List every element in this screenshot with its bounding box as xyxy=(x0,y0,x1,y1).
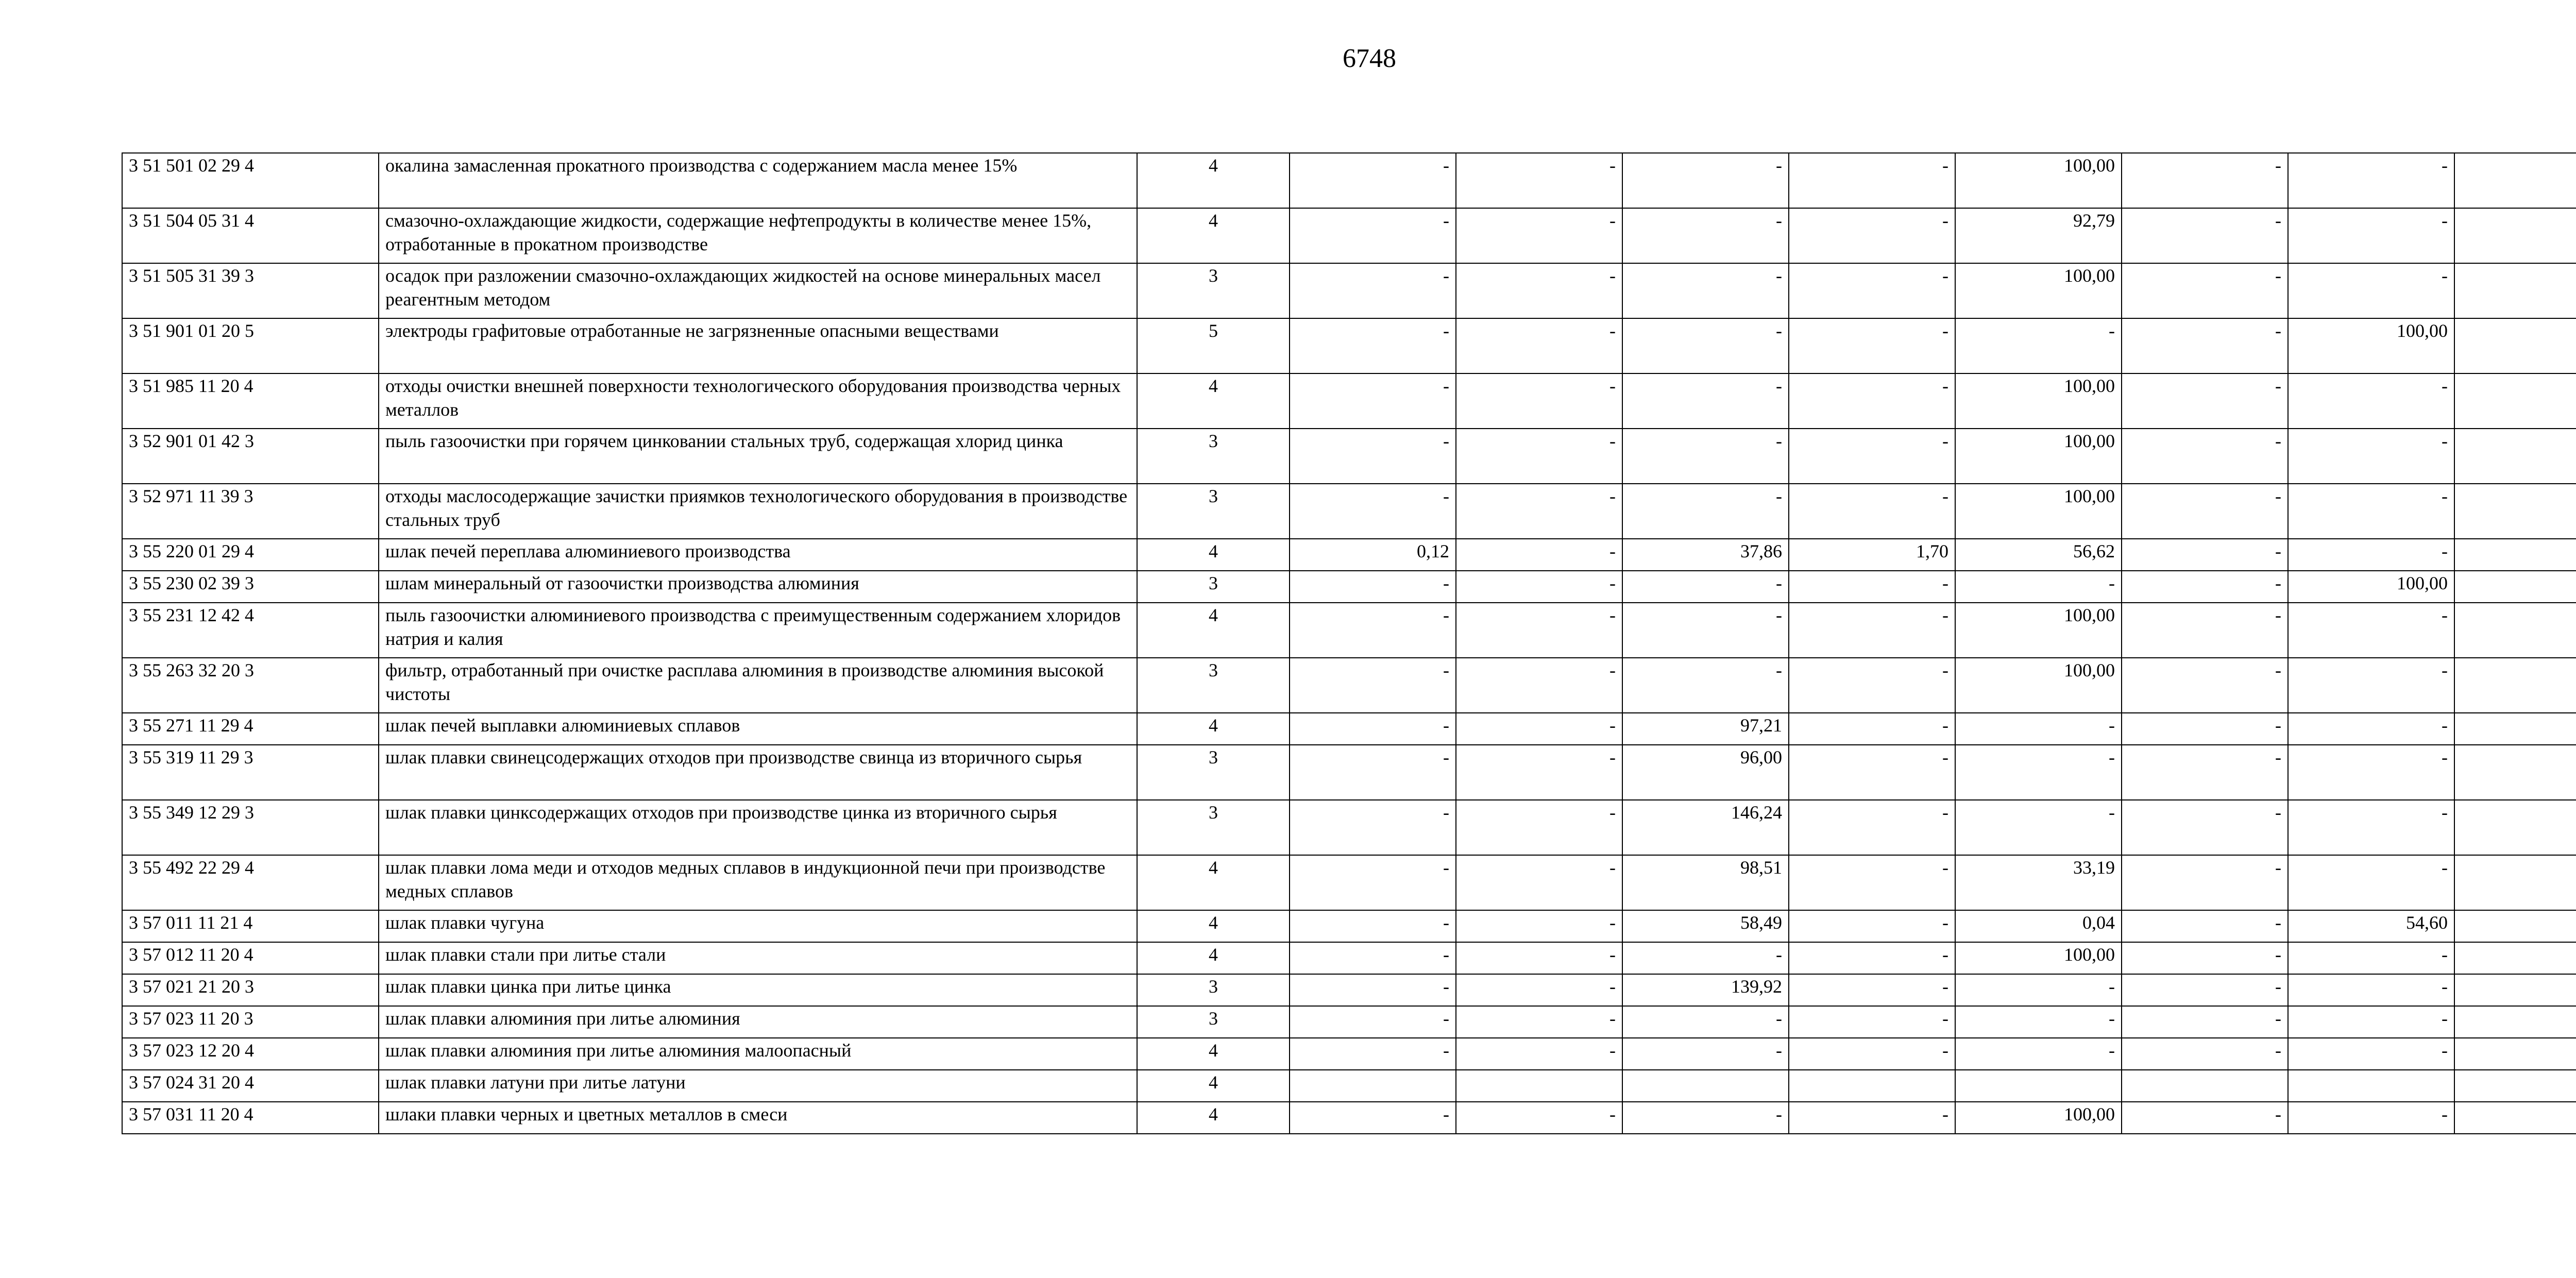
value-cell: - xyxy=(1290,373,1456,429)
value-cell: - xyxy=(1290,745,1456,800)
waste-name-cell: шлак печей переплава алюминиевого производства xyxy=(379,539,1137,571)
waste-name-cell: пыль газоочистки алюминиевого производства с преимущественным содержанием хлоридов натрия и калия xyxy=(379,603,1137,658)
value-cell: - xyxy=(2122,942,2288,974)
value-cell: - xyxy=(1290,1102,1456,1134)
waste-name-cell: шлак плавки алюминия при литье алюминия малоопасный xyxy=(379,1038,1137,1070)
value-cell: - xyxy=(1290,910,1456,942)
value-cell xyxy=(2454,373,2576,429)
value-cell: - xyxy=(1789,942,1955,974)
value-cell: - xyxy=(1622,263,1789,318)
value-cell: - xyxy=(1290,603,1456,658)
table-row xyxy=(122,208,2576,263)
waste-name-cell: отходы очистки внешней поверхности технологического оборудования производства черных металлов xyxy=(379,373,1137,429)
hazard-class-cell: 3 xyxy=(1137,484,1290,539)
value-cell xyxy=(2454,974,2576,1006)
value-cell: - xyxy=(1789,1006,1955,1038)
value-cell: 1,70 xyxy=(1789,539,1955,571)
value-cell: - xyxy=(1290,318,1456,373)
value-cell xyxy=(2454,153,2576,208)
value-cell: - xyxy=(1622,373,1789,429)
hazard-class-cell: 4 xyxy=(1137,713,1290,745)
value-cell: - xyxy=(1456,658,1622,713)
value-cell xyxy=(2454,1038,2576,1070)
waste-code-cell: 3 57 023 11 20 3 xyxy=(122,1006,379,1038)
table-row xyxy=(122,713,2576,745)
value-cell: - xyxy=(2122,658,2288,713)
value-cell xyxy=(2454,208,2576,263)
value-cell xyxy=(2454,800,2576,855)
waste-name-cell: электроды графитовые отработанные не загрязненные опасными веществами xyxy=(379,318,1137,373)
waste-code-cell: 3 51 505 31 39 3 xyxy=(122,263,379,318)
value-cell xyxy=(2454,484,2576,539)
value-cell: - xyxy=(1955,318,2122,373)
table-row xyxy=(122,153,2576,208)
hazard-class-cell: 3 xyxy=(1137,429,1290,484)
value-cell: 58,49 xyxy=(1622,910,1789,942)
waste-name-cell: смазочно-охлаждающие жидкости, содержащие нефтепродукты в количестве менее 15%, отработанные в прокатном производстве xyxy=(379,208,1137,263)
value-cell: 98,51 xyxy=(1622,855,1789,910)
value-cell: - xyxy=(1955,713,2122,745)
value-cell xyxy=(2288,1070,2454,1102)
waste-name-cell: шлак плавки свинецсодержащих отходов при производстве свинца из вторичного сырья xyxy=(379,745,1137,800)
waste-code-cell: 3 55 271 11 29 4 xyxy=(122,713,379,745)
table-row xyxy=(122,318,2576,373)
value-cell: - xyxy=(1622,1006,1789,1038)
value-cell: 100,00 xyxy=(1955,603,2122,658)
value-cell: - xyxy=(1290,571,1456,603)
value-cell: - xyxy=(1955,1006,2122,1038)
value-cell: - xyxy=(1789,1102,1955,1134)
value-cell: - xyxy=(1290,713,1456,745)
value-cell xyxy=(2454,1102,2576,1134)
value-cell xyxy=(1955,1070,2122,1102)
value-cell: 37,86 xyxy=(1622,539,1789,571)
value-cell: - xyxy=(1622,658,1789,713)
value-cell: - xyxy=(1290,974,1456,1006)
waste-code-cell: 3 52 901 01 42 3 xyxy=(122,429,379,484)
value-cell: - xyxy=(1622,1038,1789,1070)
value-cell xyxy=(2454,539,2576,571)
waste-name-cell: шлак плавки стали при литье стали xyxy=(379,942,1137,974)
value-cell: - xyxy=(1290,658,1456,713)
value-cell: - xyxy=(1789,153,1955,208)
value-cell: - xyxy=(1955,974,2122,1006)
value-cell: - xyxy=(1789,429,1955,484)
value-cell: - xyxy=(1622,484,1789,539)
waste-name-cell: шлак плавки цинксодержащих отходов при производстве цинка из вторичного сырья xyxy=(379,800,1137,855)
value-cell: - xyxy=(2122,855,2288,910)
value-cell xyxy=(2454,318,2576,373)
waste-code-cell: 3 57 023 12 20 4 xyxy=(122,1038,379,1070)
value-cell xyxy=(2454,942,2576,974)
value-cell: 96,00 xyxy=(1622,745,1789,800)
hazard-class-cell: 4 xyxy=(1137,153,1290,208)
value-cell: 54,60 xyxy=(2288,910,2454,942)
value-cell: - xyxy=(2288,745,2454,800)
value-cell: - xyxy=(1456,208,1622,263)
value-cell: - xyxy=(2122,571,2288,603)
value-cell: - xyxy=(2288,800,2454,855)
waste-name-cell: шлак плавки латуни при литье латуни xyxy=(379,1070,1137,1102)
hazard-class-cell: 5 xyxy=(1137,318,1290,373)
value-cell xyxy=(2454,1070,2576,1102)
value-cell: 100,00 xyxy=(1955,373,2122,429)
value-cell: 100,00 xyxy=(1955,484,2122,539)
table-row xyxy=(122,603,2576,658)
value-cell: - xyxy=(1290,1006,1456,1038)
waste-code-cell: 3 55 230 02 39 3 xyxy=(122,571,379,603)
value-cell: - xyxy=(1290,484,1456,539)
value-cell: - xyxy=(2288,429,2454,484)
hazard-class-cell: 4 xyxy=(1137,1038,1290,1070)
value-cell: - xyxy=(2122,318,2288,373)
value-cell: 0,04 xyxy=(1955,910,2122,942)
waste-code-cell: 3 57 031 11 20 4 xyxy=(122,1102,379,1134)
value-cell: - xyxy=(2288,1006,2454,1038)
waste-name-cell: отходы маслосодержащие зачистки приямков технологического оборудования в производстве стальных труб xyxy=(379,484,1137,539)
value-cell xyxy=(2454,658,2576,713)
value-cell: - xyxy=(1789,713,1955,745)
value-cell: - xyxy=(1622,603,1789,658)
value-cell: - xyxy=(1290,429,1456,484)
waste-code-cell: 3 51 501 02 29 4 xyxy=(122,153,379,208)
value-cell: - xyxy=(2288,373,2454,429)
value-cell: 100,00 xyxy=(1955,153,2122,208)
value-cell: - xyxy=(1456,484,1622,539)
hazard-class-cell: 4 xyxy=(1137,910,1290,942)
value-cell: 100,00 xyxy=(1955,1102,2122,1134)
waste-name-cell: фильтр, отработанный при очистке расплава алюминия в производстве алюминия высокой чистоты xyxy=(379,658,1137,713)
value-cell: - xyxy=(2122,1006,2288,1038)
value-cell xyxy=(2454,745,2576,800)
page-number: 6748 xyxy=(1343,44,1396,73)
value-cell: - xyxy=(1622,942,1789,974)
hazard-class-cell: 3 xyxy=(1137,974,1290,1006)
value-cell: - xyxy=(1290,153,1456,208)
value-cell: - xyxy=(1789,855,1955,910)
value-cell xyxy=(2454,910,2576,942)
value-cell: - xyxy=(1456,713,1622,745)
hazard-class-cell: 3 xyxy=(1137,263,1290,318)
value-cell: - xyxy=(1456,800,1622,855)
hazard-class-cell: 4 xyxy=(1137,855,1290,910)
value-cell: - xyxy=(1955,571,2122,603)
value-cell: - xyxy=(1622,318,1789,373)
table-row xyxy=(122,1102,2576,1134)
value-cell xyxy=(2454,603,2576,658)
value-cell xyxy=(2454,429,2576,484)
value-cell: - xyxy=(1789,484,1955,539)
value-cell xyxy=(2454,1006,2576,1038)
table-row xyxy=(122,1038,2576,1070)
value-cell: - xyxy=(1456,373,1622,429)
hazard-class-cell: 4 xyxy=(1137,208,1290,263)
value-cell: - xyxy=(1290,208,1456,263)
value-cell: - xyxy=(2122,208,2288,263)
value-cell: 100,00 xyxy=(2288,318,2454,373)
value-cell: - xyxy=(1622,429,1789,484)
value-cell: - xyxy=(1622,153,1789,208)
table-row xyxy=(122,484,2576,539)
value-cell: - xyxy=(2288,855,2454,910)
value-cell: - xyxy=(2122,1038,2288,1070)
hazard-class-cell: 4 xyxy=(1137,1070,1290,1102)
table-row xyxy=(122,942,2576,974)
value-cell: - xyxy=(1290,263,1456,318)
value-cell: - xyxy=(1789,745,1955,800)
waste-code-cell: 3 55 263 32 20 3 xyxy=(122,658,379,713)
value-cell: - xyxy=(2288,603,2454,658)
hazard-class-cell: 3 xyxy=(1137,571,1290,603)
waste-code-cell: 3 57 012 11 20 4 xyxy=(122,942,379,974)
value-cell: - xyxy=(1290,800,1456,855)
value-cell: - xyxy=(1789,800,1955,855)
waste-name-cell: шлак плавки лома меди и отходов медных сплавов в индукционной печи при производстве медных сплавов xyxy=(379,855,1137,910)
value-cell: - xyxy=(1789,974,1955,1006)
value-cell: - xyxy=(2122,153,2288,208)
value-cell: - xyxy=(1290,1038,1456,1070)
value-cell: 92,79 xyxy=(1955,208,2122,263)
table-row xyxy=(122,658,2576,713)
value-cell: - xyxy=(1456,1006,1622,1038)
value-cell: - xyxy=(1290,942,1456,974)
value-cell: - xyxy=(1789,1038,1955,1070)
value-cell: - xyxy=(2288,658,2454,713)
value-cell: - xyxy=(2122,800,2288,855)
table-row xyxy=(122,571,2576,603)
waste-code-cell: 3 57 021 21 20 3 xyxy=(122,974,379,1006)
table-row xyxy=(122,800,2576,855)
value-cell: - xyxy=(1789,373,1955,429)
value-cell: - xyxy=(1456,942,1622,974)
waste-code-cell: 3 55 492 22 29 4 xyxy=(122,855,379,910)
hazard-class-cell: 3 xyxy=(1137,658,1290,713)
table-row xyxy=(122,373,2576,429)
value-cell: - xyxy=(1955,745,2122,800)
value-cell: - xyxy=(2288,263,2454,318)
table-row xyxy=(122,1070,2576,1102)
table-row xyxy=(122,429,2576,484)
waste-name-cell: шлак плавки алюминия при литье алюминия xyxy=(379,1006,1137,1038)
table-row xyxy=(122,1006,2576,1038)
value-cell: - xyxy=(2288,942,2454,974)
value-cell: - xyxy=(1955,800,2122,855)
value-cell: - xyxy=(2122,713,2288,745)
table-row xyxy=(122,263,2576,318)
value-cell: - xyxy=(2288,153,2454,208)
value-cell: - xyxy=(1789,208,1955,263)
hazard-class-cell: 4 xyxy=(1137,539,1290,571)
hazard-class-cell: 4 xyxy=(1137,373,1290,429)
value-cell xyxy=(2454,571,2576,603)
table-row xyxy=(122,910,2576,942)
waste-name-cell: окалина замасленная прокатного производства с содержанием масла менее 15% xyxy=(379,153,1137,208)
value-cell: - xyxy=(1789,603,1955,658)
value-cell: - xyxy=(1955,1038,2122,1070)
hazard-class-cell: 3 xyxy=(1137,745,1290,800)
waste-code-cell: 3 57 011 11 21 4 xyxy=(122,910,379,942)
value-cell: - xyxy=(1456,855,1622,910)
value-cell: 100,00 xyxy=(1955,942,2122,974)
value-cell: - xyxy=(2122,539,2288,571)
waste-name-cell: пыль газоочистки при горячем цинковании стальных труб, содержащая хлорид цинка xyxy=(379,429,1137,484)
value-cell xyxy=(2454,263,2576,318)
value-cell: - xyxy=(2122,1102,2288,1134)
value-cell: - xyxy=(2288,1038,2454,1070)
hazard-class-cell: 4 xyxy=(1137,1102,1290,1134)
value-cell xyxy=(2454,713,2576,745)
value-cell: - xyxy=(2288,1102,2454,1134)
value-cell: - xyxy=(2122,745,2288,800)
hazard-class-cell: 4 xyxy=(1137,942,1290,974)
value-cell: - xyxy=(2122,910,2288,942)
value-cell: 100,00 xyxy=(1955,429,2122,484)
value-cell: - xyxy=(1456,603,1622,658)
value-cell xyxy=(1789,1070,1955,1102)
value-cell: - xyxy=(1456,318,1622,373)
value-cell: - xyxy=(1456,571,1622,603)
value-cell: - xyxy=(2288,539,2454,571)
waste-name-cell: шлаки плавки черных и цветных металлов в смеси xyxy=(379,1102,1137,1134)
value-cell: 139,92 xyxy=(1622,974,1789,1006)
value-cell: - xyxy=(1789,318,1955,373)
value-cell: - xyxy=(1456,1038,1622,1070)
waste-code-cell: 3 57 024 31 20 4 xyxy=(122,1070,379,1102)
table-body xyxy=(122,153,2576,1134)
waste-code-cell: 3 55 349 12 29 3 xyxy=(122,800,379,855)
value-cell: - xyxy=(1456,1102,1622,1134)
value-cell: 56,62 xyxy=(1955,539,2122,571)
value-cell: 100,00 xyxy=(1955,263,2122,318)
waste-name-cell: шлак плавки чугуна xyxy=(379,910,1137,942)
value-cell: - xyxy=(1456,153,1622,208)
value-cell: - xyxy=(2122,484,2288,539)
value-cell: - xyxy=(1789,658,1955,713)
waste-code-cell: 3 51 901 01 20 5 xyxy=(122,318,379,373)
waste-name-cell: шлак плавки цинка при литье цинка xyxy=(379,974,1137,1006)
waste-name-cell: шлам минеральный от газоочистки производства алюминия xyxy=(379,571,1137,603)
value-cell: - xyxy=(2288,713,2454,745)
hazard-class-cell: 3 xyxy=(1137,1006,1290,1038)
value-cell: - xyxy=(1622,1102,1789,1134)
value-cell: - xyxy=(2288,974,2454,1006)
value-cell: - xyxy=(1456,429,1622,484)
value-cell: - xyxy=(1456,745,1622,800)
value-cell: - xyxy=(1789,571,1955,603)
waste-name-cell: шлак печей выплавки алюминиевых сплавов xyxy=(379,713,1137,745)
value-cell xyxy=(1622,1070,1789,1102)
waste-code-cell: 3 55 220 01 29 4 xyxy=(122,539,379,571)
value-cell: 33,19 xyxy=(1955,855,2122,910)
waste-name-cell: осадок при разложении смазочно-охлаждающих жидкостей на основе минеральных масел реагентным методом xyxy=(379,263,1137,318)
value-cell: - xyxy=(2122,603,2288,658)
value-cell: 0,12 xyxy=(1290,539,1456,571)
hazard-class-cell: 3 xyxy=(1137,800,1290,855)
value-cell: - xyxy=(2122,263,2288,318)
table-row xyxy=(122,974,2576,1006)
value-cell: - xyxy=(2288,484,2454,539)
value-cell: - xyxy=(2288,208,2454,263)
waste-table xyxy=(122,152,2576,1134)
value-cell: 97,21 xyxy=(1622,713,1789,745)
value-cell: 100,00 xyxy=(1955,658,2122,713)
value-cell: - xyxy=(1622,571,1789,603)
waste-code-cell: 3 51 504 05 31 4 xyxy=(122,208,379,263)
value-cell xyxy=(2122,1070,2288,1102)
value-cell: - xyxy=(2122,373,2288,429)
value-cell: - xyxy=(1456,910,1622,942)
value-cell: - xyxy=(1789,910,1955,942)
value-cell: 146,24 xyxy=(1622,800,1789,855)
value-cell: 100,00 xyxy=(2288,571,2454,603)
value-cell: - xyxy=(2122,974,2288,1006)
waste-code-cell: 3 51 985 11 20 4 xyxy=(122,373,379,429)
value-cell: - xyxy=(1456,974,1622,1006)
table-row xyxy=(122,855,2576,910)
waste-code-cell: 3 55 319 11 29 3 xyxy=(122,745,379,800)
table-row xyxy=(122,745,2576,800)
waste-code-cell: 3 52 971 11 39 3 xyxy=(122,484,379,539)
value-cell: - xyxy=(1456,539,1622,571)
value-cell: - xyxy=(1622,208,1789,263)
value-cell xyxy=(1290,1070,1456,1102)
hazard-class-cell: 4 xyxy=(1137,603,1290,658)
value-cell: - xyxy=(1456,263,1622,318)
value-cell xyxy=(2454,855,2576,910)
table-row xyxy=(122,539,2576,571)
waste-code-cell: 3 55 231 12 42 4 xyxy=(122,603,379,658)
value-cell: - xyxy=(1789,263,1955,318)
value-cell: - xyxy=(1290,855,1456,910)
value-cell: - xyxy=(2122,429,2288,484)
value-cell xyxy=(1456,1070,1622,1102)
